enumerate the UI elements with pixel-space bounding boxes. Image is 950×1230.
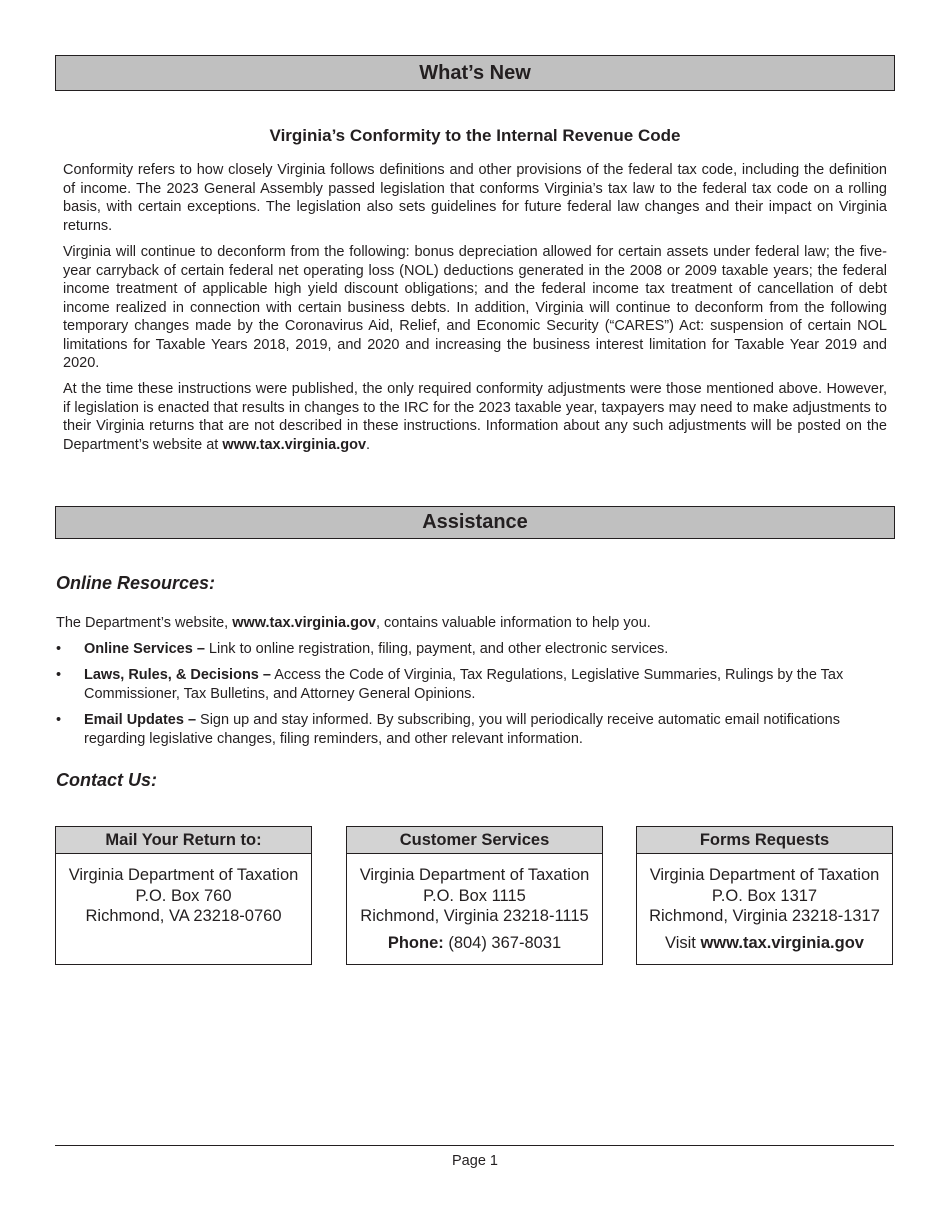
forms-requests-title: Forms Requests xyxy=(637,827,892,854)
bullet-text: Sign up and stay informed. By subscribing, you will periodically receive automatic email notifications regarding legislative changes, filing reminders, and other relevant information. xyxy=(84,712,840,747)
footer-divider xyxy=(55,1145,894,1146)
intro-pre: The Department’s website, xyxy=(56,615,233,631)
customer-phone xyxy=(347,933,602,954)
bullet-label: Email Updates – xyxy=(84,712,197,728)
forms-requests-box xyxy=(636,826,893,965)
bullet-online-services xyxy=(56,640,894,659)
customer-address-line-1: Virginia Department of Taxation xyxy=(359,866,590,884)
bullet-email-updates xyxy=(56,711,894,748)
bullet-label: Laws, Rules, & Decisions – xyxy=(84,667,271,683)
mail-return-box xyxy=(55,826,312,965)
customer-services-title: Customer Services xyxy=(347,827,602,854)
visit-label: Visit xyxy=(665,933,701,952)
online-resources-heading: Online Resources: xyxy=(56,573,216,593)
bullet-text: Link to online registration, filing, payment, and other electronic services. xyxy=(204,641,669,657)
conformity-paragraph-3 xyxy=(63,380,887,454)
customer-address-line-2: P.O. Box 1115 xyxy=(423,886,526,905)
bullet-label: Online Services – xyxy=(84,641,205,657)
bullet-dot: • xyxy=(56,641,62,657)
bullet-text: Access the Code of Virginia, Tax Regulations, Legislative Summaries, Rulings by the Tax Commissioner, Tax Bulletins, and Attorney General Opinions. xyxy=(84,667,844,702)
mail-address-line-2: P.O. Box 760 xyxy=(135,886,232,905)
whats-new-heading: What’s New xyxy=(55,55,895,91)
intro-website-link[interactable]: www.tax.virginia.gov xyxy=(232,615,376,631)
website-link[interactable]: www.tax.virginia.gov xyxy=(222,436,367,453)
mail-return-title: Mail Your Return to: xyxy=(56,827,311,854)
forms-address-line-1: Virginia Department of Taxation xyxy=(649,866,880,884)
mail-address-line-3: Richmond, VA 23218-0760 xyxy=(85,907,282,925)
intro-post: , contains valuable information to help you. xyxy=(375,615,651,631)
bullet-dot: • xyxy=(56,712,62,728)
bullet-laws-rules xyxy=(56,666,894,703)
assistance-heading: Assistance xyxy=(55,506,895,539)
conformity-subtitle: Virginia’s Conformity to the Internal Revenue Code xyxy=(269,126,681,145)
phone-number[interactable]: (804) 367-8031 xyxy=(443,933,562,952)
page-number: Page 1 xyxy=(452,1153,498,1169)
forms-website-link[interactable]: www.tax.virginia.gov xyxy=(700,933,864,952)
forms-address-line-3: Richmond, Virginia 23218-1317 xyxy=(649,907,880,925)
conformity-paragraph-1: Conformity refers to how closely Virginia follows definitions and other provisions of the federal tax code, including the definition of income. The 2023 General Assembly passed legislation that conforms Virginia’s tax law to the federal tax code on a rolling basis, with certain exceptions. The legislation also sets guidelines for future federal law changes and their impact on Virginia returns. xyxy=(63,162,887,234)
website-intro xyxy=(56,615,651,631)
customer-services-box xyxy=(346,826,603,965)
mail-address-line-1: Virginia Department of Taxation xyxy=(68,866,299,884)
conformity-paragraph-2: Virginia will continue to deconform from the following: bonus depreciation allowed for certain assets under federal law; the five-year carryback of certain federal net operating loss (NOL) deductions generated in the 2008 or 2009 taxable years; the federal income treatment of applicable high yield discount obligations; and the federal income tax treatment of cancellation of debt income realized in connection with certain business debts. In addition, Virginia will continue to deconform from the following temporary changes made by the Coronavirus Aid, Relief, and Economic Security (“CARES”) Act: suspension of certain NOL limitations for Taxable Years 2018, 2019, and 2020 and increasing the business interest limitation for Taxable Year 2019 and 2020. xyxy=(63,244,887,371)
bullet-dot: • xyxy=(56,667,62,683)
forms-visit xyxy=(637,933,892,954)
paragraph-3-text: At the time these instructions were published, the only required conformity adjustments were those mentioned above. However, if legislation is enacted that results in changes to the IRC for the 2023 taxable year, taxpayers may need to make adjustments to their Virginia returns that are not described in these instructions. Information about any such adjustments will be posted on the Department’s website at xyxy=(63,381,887,453)
customer-address-line-3: Richmond, Virginia 23218-1115 xyxy=(360,907,589,925)
forms-address-line-2: P.O. Box 1317 xyxy=(711,886,818,905)
contact-us-heading: Contact Us: xyxy=(56,770,158,790)
paragraph-3-end: . xyxy=(366,436,371,453)
phone-label: Phone: xyxy=(387,933,444,952)
